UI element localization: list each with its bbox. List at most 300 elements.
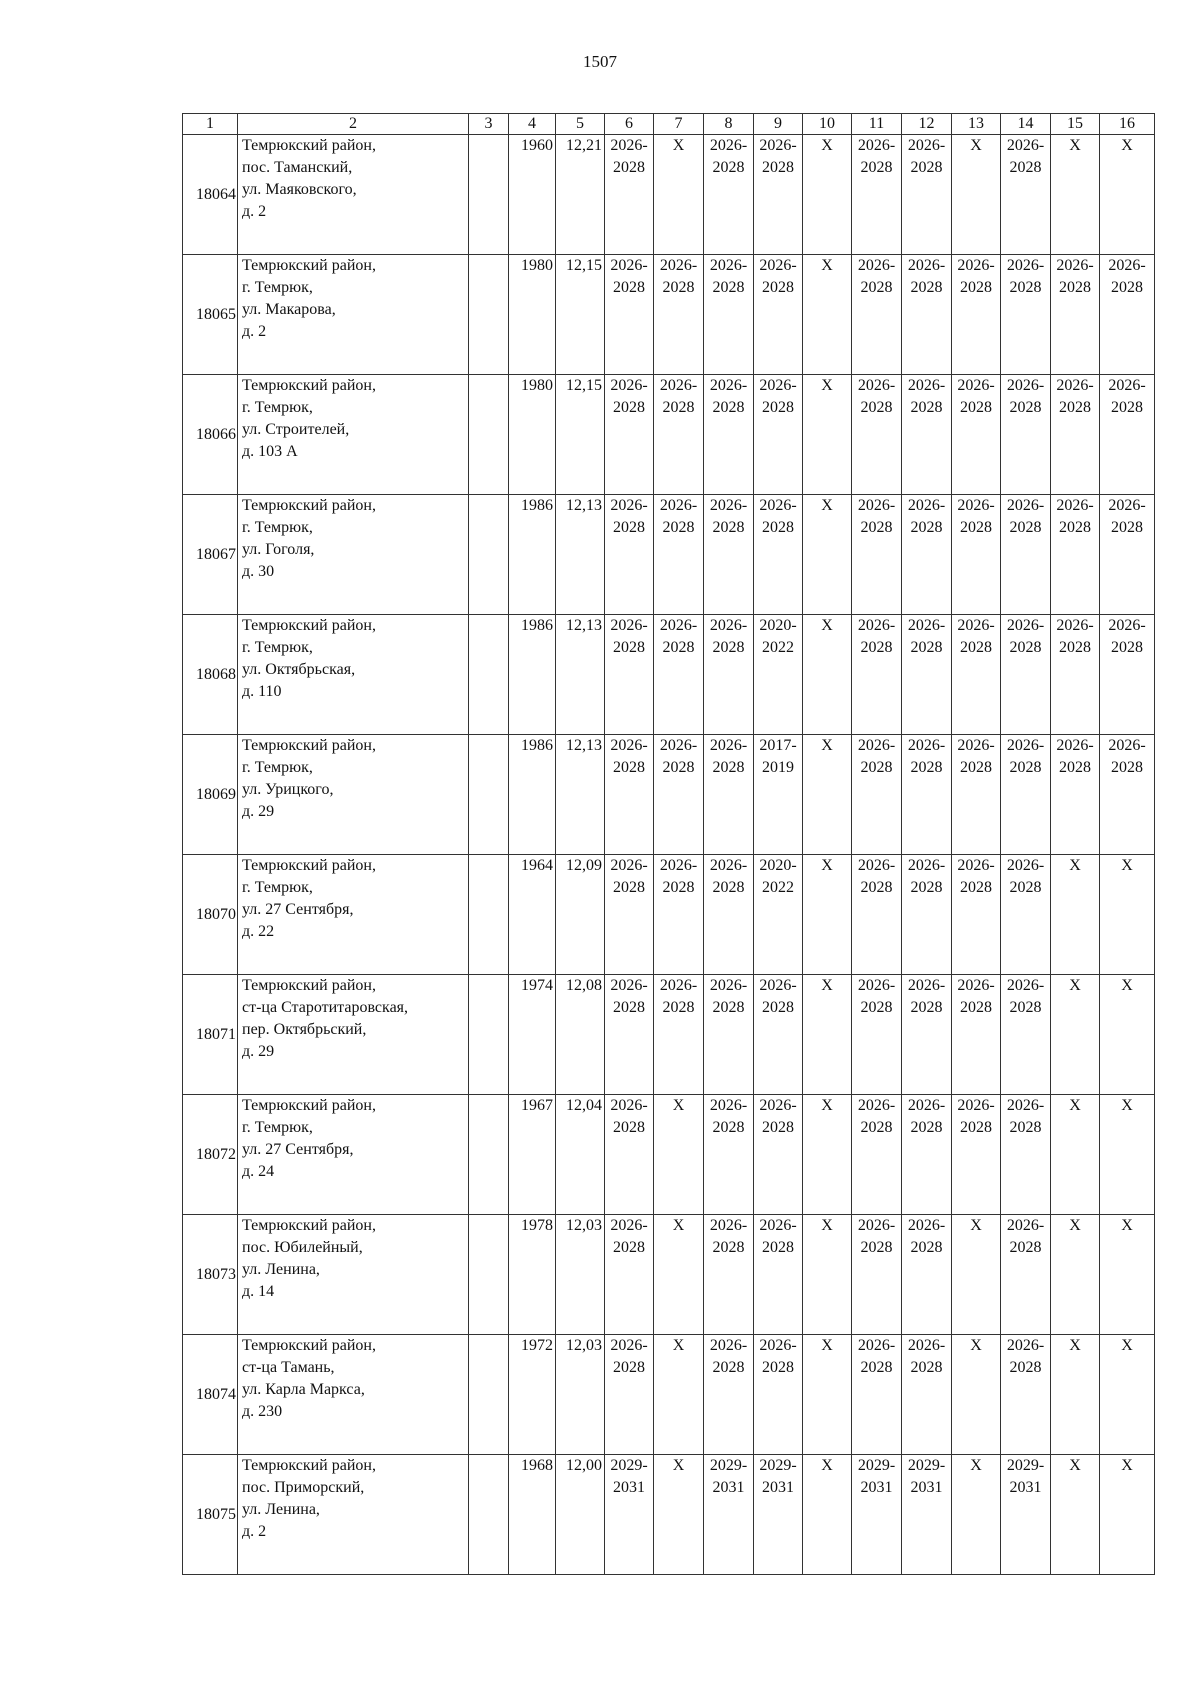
period-cell xyxy=(605,495,654,615)
year-cell: 1980 xyxy=(509,375,556,495)
period-text: 2026- xyxy=(610,497,648,514)
period-cell xyxy=(605,375,654,495)
period-text: 2026- xyxy=(709,617,748,634)
value-cell: 12,09 xyxy=(556,855,605,975)
period-text: 2020- xyxy=(759,617,797,634)
period-text: 2028 xyxy=(860,519,893,536)
period-cell xyxy=(803,975,852,1095)
header-cell: 1 xyxy=(183,114,238,135)
period-text: 2028 xyxy=(1009,639,1042,656)
record-number: 18066 xyxy=(183,375,238,495)
period-text: 2026- xyxy=(610,137,648,154)
period-text: 2028 xyxy=(712,1239,745,1256)
period-text: Х xyxy=(1069,1457,1081,1474)
address-line: ст-ца Старотитаровская, xyxy=(242,999,409,1016)
period-text: 2028 xyxy=(613,639,645,656)
period-cell xyxy=(654,255,704,375)
period-cell xyxy=(952,495,1001,615)
period-text: 2028 xyxy=(960,399,992,416)
period-text: 2028 xyxy=(1009,399,1042,416)
period-text: 2026- xyxy=(1056,377,1094,394)
period-cell xyxy=(803,135,852,255)
period-cell xyxy=(902,855,952,975)
period-text: 2026- xyxy=(759,1097,797,1114)
period-cell xyxy=(952,1335,1001,1455)
period-text: 2026- xyxy=(759,1217,797,1234)
period-text: 2028 xyxy=(762,1359,794,1376)
period-cell xyxy=(952,1455,1001,1575)
period-text: 2026- xyxy=(610,737,648,754)
address-line: Темрюкский район, xyxy=(242,377,376,394)
record-number: 18068 xyxy=(183,615,238,735)
address-cell xyxy=(238,375,469,495)
period-text: 2017- xyxy=(759,737,797,754)
address-line: Темрюкский район, xyxy=(242,1337,376,1354)
period-cell xyxy=(803,255,852,375)
period-text: 2026- xyxy=(709,377,748,394)
period-cell xyxy=(654,1095,704,1215)
period-text: 2028 xyxy=(860,1119,893,1136)
period-text: 2028 xyxy=(613,759,645,776)
period-cell xyxy=(704,1215,754,1335)
period-text: 2028 xyxy=(960,519,992,536)
period-cell xyxy=(1100,975,1155,1095)
address-line: ул. Гоголя, xyxy=(242,541,315,558)
header-cell: 16 xyxy=(1100,114,1155,135)
period-text: 2028 xyxy=(910,879,943,896)
period-text: 2028 xyxy=(762,279,794,296)
address-cell xyxy=(238,1215,469,1335)
table-row xyxy=(183,135,1155,255)
period-text: Х xyxy=(821,377,833,394)
address-line: пос. Юбилейный, xyxy=(242,1239,363,1256)
period-cell xyxy=(654,1215,704,1335)
address-line: г. Темрюк, xyxy=(242,399,313,416)
period-cell xyxy=(654,375,704,495)
address-line: г. Темрюк, xyxy=(242,279,313,296)
period-cell xyxy=(852,135,902,255)
period-text: Х xyxy=(672,137,685,154)
period-text: 2029- xyxy=(907,1457,946,1474)
address-line: д. 2 xyxy=(242,1523,267,1540)
period-cell xyxy=(803,495,852,615)
column-3-cell xyxy=(469,855,509,975)
period-text: 2026- xyxy=(610,257,648,274)
year-cell: 1968 xyxy=(509,1455,556,1575)
period-text: Х xyxy=(1121,1457,1133,1474)
period-cell xyxy=(605,1455,654,1575)
period-text: Х xyxy=(1121,1097,1133,1114)
period-cell xyxy=(704,615,754,735)
column-3-cell xyxy=(469,375,509,495)
period-text: Х xyxy=(821,1337,833,1354)
period-text: 2026- xyxy=(957,1097,995,1114)
address-cell xyxy=(238,1455,469,1575)
period-text: 2028 xyxy=(613,999,645,1016)
record-number: 18064 xyxy=(183,135,238,255)
period-text: 2028 xyxy=(712,759,745,776)
period-cell xyxy=(704,1455,754,1575)
period-text: Х xyxy=(1069,977,1081,994)
housing-register-table xyxy=(182,113,1155,1575)
period-text: 2026- xyxy=(857,617,896,634)
period-cell xyxy=(1100,1095,1155,1215)
year-cell: 1978 xyxy=(509,1215,556,1335)
period-text: 2029- xyxy=(759,1457,797,1474)
address-line: ул. Макарова, xyxy=(242,301,336,318)
period-cell xyxy=(952,1095,1001,1215)
period-text: 2026- xyxy=(907,1217,946,1234)
column-3-cell xyxy=(469,255,509,375)
address-line: ул. Октябрьская, xyxy=(242,661,356,678)
period-text: 2028 xyxy=(662,519,695,536)
period-cell xyxy=(1001,855,1051,975)
value-cell: 12,04 xyxy=(556,1095,605,1215)
column-3-cell xyxy=(469,1335,509,1455)
year-cell: 1972 xyxy=(509,1335,556,1455)
period-cell xyxy=(852,1215,902,1335)
period-text: 2026- xyxy=(857,497,896,514)
header-cell: 3 xyxy=(469,114,509,135)
table-row xyxy=(183,1335,1155,1455)
period-text: 2028 xyxy=(960,879,992,896)
address-line: д. 103 А xyxy=(242,443,298,460)
header-cell: 8 xyxy=(704,114,754,135)
period-cell xyxy=(1051,375,1100,495)
column-3-cell xyxy=(469,1455,509,1575)
period-text: 2026- xyxy=(1006,977,1045,994)
period-cell xyxy=(902,1095,952,1215)
period-cell xyxy=(803,855,852,975)
period-text: 2028 xyxy=(910,1239,943,1256)
period-cell xyxy=(704,375,754,495)
address-cell xyxy=(238,735,469,855)
period-cell xyxy=(605,135,654,255)
period-text: 2026- xyxy=(857,977,896,994)
address-cell xyxy=(238,855,469,975)
table-row xyxy=(183,975,1155,1095)
period-cell xyxy=(852,255,902,375)
period-text: 2026- xyxy=(610,1097,648,1114)
period-cell xyxy=(1001,135,1051,255)
period-text: 2026- xyxy=(610,1217,648,1234)
period-text: 2028 xyxy=(860,279,893,296)
period-text: 2026- xyxy=(857,1097,896,1114)
period-text: 2026- xyxy=(857,737,896,754)
value-cell: 12,08 xyxy=(556,975,605,1095)
record-number: 18065 xyxy=(183,255,238,375)
period-text: 2031 xyxy=(910,1479,943,1496)
period-text: 2028 xyxy=(910,1119,943,1136)
period-text: 2026- xyxy=(1056,497,1094,514)
period-cell xyxy=(1100,1455,1155,1575)
period-text: 2026- xyxy=(659,377,698,394)
year-cell: 1967 xyxy=(509,1095,556,1215)
period-text: 2028 xyxy=(1009,279,1042,296)
period-text: 2028 xyxy=(762,1119,794,1136)
period-cell xyxy=(654,1455,704,1575)
period-text: 2026- xyxy=(1108,737,1146,754)
period-text: 2028 xyxy=(1009,519,1042,536)
period-text: 2026- xyxy=(957,977,995,994)
address-line: ул. 27 Сентября, xyxy=(242,901,354,918)
period-text: 2026- xyxy=(709,257,748,274)
address-line: д. 110 xyxy=(242,683,282,700)
period-text: 2028 xyxy=(762,519,794,536)
period-cell xyxy=(852,975,902,1095)
address-cell xyxy=(238,975,469,1095)
period-text: 2026- xyxy=(1108,377,1146,394)
value-cell: 12,15 xyxy=(556,375,605,495)
period-text: 2026- xyxy=(659,617,698,634)
period-cell xyxy=(902,1455,952,1575)
period-text: Х xyxy=(821,257,833,274)
period-cell xyxy=(704,1095,754,1215)
period-text: 2028 xyxy=(910,1359,943,1376)
period-cell xyxy=(803,375,852,495)
period-text: 2026- xyxy=(907,857,946,874)
period-text: 2026- xyxy=(857,1337,896,1354)
period-text: 2031 xyxy=(712,1479,745,1496)
table-row xyxy=(183,1095,1155,1215)
period-cell xyxy=(803,1215,852,1335)
address-line: г. Темрюк, xyxy=(242,759,313,776)
period-text: 2026- xyxy=(610,977,648,994)
period-cell xyxy=(605,855,654,975)
period-text: 2026- xyxy=(759,1337,797,1354)
period-cell xyxy=(754,1335,803,1455)
period-text: 2028 xyxy=(762,399,794,416)
header-cell: 2 xyxy=(238,114,469,135)
period-text: 2026- xyxy=(1056,257,1094,274)
period-cell xyxy=(803,1095,852,1215)
period-cell xyxy=(852,1455,902,1575)
period-text: 2026- xyxy=(907,377,946,394)
table-row xyxy=(183,375,1155,495)
period-cell xyxy=(952,255,1001,375)
period-cell xyxy=(1100,1215,1155,1335)
period-text: 2028 xyxy=(910,159,943,176)
period-cell xyxy=(1100,135,1155,255)
period-text: 2028 xyxy=(960,279,992,296)
period-cell xyxy=(852,615,902,735)
record-number: 18069 xyxy=(183,735,238,855)
period-text: 2026- xyxy=(610,857,648,874)
period-cell xyxy=(754,1215,803,1335)
header-cell: 12 xyxy=(902,114,952,135)
period-text: 2028 xyxy=(1059,519,1091,536)
period-cell xyxy=(1001,1215,1051,1335)
period-cell xyxy=(803,1455,852,1575)
period-text: 2026- xyxy=(907,977,946,994)
header-cell: 10 xyxy=(803,114,852,135)
period-cell xyxy=(1051,1455,1100,1575)
period-text: Х xyxy=(970,1337,982,1354)
period-text: 2028 xyxy=(613,519,645,536)
header-cell: 14 xyxy=(1001,114,1051,135)
period-text: 2028 xyxy=(910,639,943,656)
period-text: 2028 xyxy=(860,399,893,416)
value-cell: 12,13 xyxy=(556,735,605,855)
address-line: д. 2 xyxy=(242,323,267,340)
period-text: Х xyxy=(821,977,833,994)
header-cell: 5 xyxy=(556,114,605,135)
period-text: 2026- xyxy=(957,737,995,754)
address-line: д. 29 xyxy=(242,803,275,820)
address-line: Темрюкский район, xyxy=(242,857,376,874)
column-3-cell xyxy=(469,735,509,855)
period-cell xyxy=(1001,975,1051,1095)
period-text: 2026- xyxy=(1006,137,1045,154)
period-cell xyxy=(952,975,1001,1095)
period-cell xyxy=(1001,1455,1051,1575)
period-text: 2026- xyxy=(857,857,896,874)
period-cell xyxy=(754,975,803,1095)
period-text: 2026- xyxy=(709,857,748,874)
period-cell xyxy=(754,495,803,615)
period-text: Х xyxy=(1121,1337,1133,1354)
period-cell xyxy=(605,975,654,1095)
column-3-cell xyxy=(469,615,509,735)
period-cell xyxy=(952,615,1001,735)
period-text: 2026- xyxy=(1056,617,1094,634)
period-text: 2026- xyxy=(1108,497,1146,514)
address-line: ул. Карла Маркса, xyxy=(242,1381,365,1398)
period-text: 2026- xyxy=(957,857,995,874)
period-text: 2026- xyxy=(1006,1097,1045,1114)
period-cell xyxy=(902,255,952,375)
period-cell xyxy=(754,1095,803,1215)
period-cell xyxy=(704,975,754,1095)
year-cell: 1986 xyxy=(509,495,556,615)
period-text: Х xyxy=(970,1217,982,1234)
period-text: 2026- xyxy=(1108,257,1146,274)
period-text: 2028 xyxy=(910,759,943,776)
period-text: 2028 xyxy=(712,1119,745,1136)
address-line: Темрюкский район, xyxy=(242,617,376,634)
period-cell xyxy=(952,135,1001,255)
period-text: 2026- xyxy=(759,377,797,394)
period-text: 2028 xyxy=(910,999,943,1016)
period-cell xyxy=(654,735,704,855)
period-cell xyxy=(704,855,754,975)
period-cell xyxy=(704,495,754,615)
value-cell: 12,21 xyxy=(556,135,605,255)
period-cell xyxy=(1051,1095,1100,1215)
period-text: 2028 xyxy=(960,999,992,1016)
period-text: 2026- xyxy=(957,257,995,274)
address-cell xyxy=(238,495,469,615)
period-cell xyxy=(754,735,803,855)
year-cell: 1960 xyxy=(509,135,556,255)
header-cell: 4 xyxy=(509,114,556,135)
period-cell xyxy=(1001,495,1051,615)
record-number: 18074 xyxy=(183,1335,238,1455)
period-cell xyxy=(1051,135,1100,255)
period-text: Х xyxy=(1121,977,1133,994)
address-line: пос. Приморский, xyxy=(242,1479,365,1496)
period-text: 2026- xyxy=(709,497,748,514)
address-line: ст-ца Тамань, xyxy=(242,1359,335,1376)
period-text: 2028 xyxy=(1111,759,1143,776)
year-cell: 1974 xyxy=(509,975,556,1095)
period-cell xyxy=(654,615,704,735)
period-cell xyxy=(605,1215,654,1335)
period-text: 2031 xyxy=(762,1479,794,1496)
period-text: 2026- xyxy=(1006,257,1045,274)
address-cell xyxy=(238,135,469,255)
value-cell: 12,03 xyxy=(556,1215,605,1335)
period-text: Х xyxy=(821,1097,833,1114)
period-text: 2031 xyxy=(860,1479,893,1496)
address-line: ул. Ленина, xyxy=(242,1501,320,1518)
period-cell xyxy=(902,375,952,495)
period-text: 2026- xyxy=(1056,737,1094,754)
period-text: 2028 xyxy=(762,159,794,176)
address-line: д. 30 xyxy=(242,563,275,580)
period-text: 2026- xyxy=(857,1217,896,1234)
period-text: 2028 xyxy=(662,999,695,1016)
period-text: 2028 xyxy=(712,1359,745,1376)
table-row xyxy=(183,495,1155,615)
period-text: 2028 xyxy=(662,639,695,656)
period-cell xyxy=(852,1335,902,1455)
period-text: 2026- xyxy=(759,977,797,994)
period-cell xyxy=(852,375,902,495)
period-text: 2028 xyxy=(712,159,745,176)
period-text: 2026- xyxy=(907,497,946,514)
period-text: Х xyxy=(821,857,833,874)
period-text: 2028 xyxy=(1009,1359,1042,1376)
period-text: 2028 xyxy=(960,639,992,656)
period-text: 2028 xyxy=(1009,879,1042,896)
address-line: д. 14 xyxy=(242,1283,275,1300)
period-text: Х xyxy=(672,1097,685,1114)
period-text: 2028 xyxy=(613,1239,645,1256)
year-cell: 1986 xyxy=(509,615,556,735)
period-cell xyxy=(654,495,704,615)
record-number: 18070 xyxy=(183,855,238,975)
address-line: Темрюкский район, xyxy=(242,977,376,994)
period-text: 2026- xyxy=(709,977,748,994)
period-text: 2028 xyxy=(910,519,943,536)
period-cell xyxy=(1001,375,1051,495)
address-line: д. 230 xyxy=(242,1403,283,1420)
year-cell: 1980 xyxy=(509,255,556,375)
period-text: Х xyxy=(672,1217,685,1234)
period-text: 2026- xyxy=(907,1337,946,1354)
year-cell: 1964 xyxy=(509,855,556,975)
header-cell: 13 xyxy=(952,114,1001,135)
period-text: Х xyxy=(821,737,833,754)
period-cell xyxy=(1001,255,1051,375)
period-text: 2028 xyxy=(613,279,645,296)
period-cell xyxy=(754,375,803,495)
column-3-cell xyxy=(469,135,509,255)
period-cell xyxy=(852,735,902,855)
period-text: 2031 xyxy=(613,1479,645,1496)
year-cell: 1986 xyxy=(509,735,556,855)
column-3-cell xyxy=(469,495,509,615)
period-text: 2028 xyxy=(613,879,645,896)
record-number: 18075 xyxy=(183,1455,238,1575)
period-cell xyxy=(1051,495,1100,615)
period-text: 2028 xyxy=(712,399,745,416)
period-cell xyxy=(952,1215,1001,1335)
address-line: пер. Октябрьский, xyxy=(242,1021,367,1038)
header-cell: 11 xyxy=(852,114,902,135)
address-cell xyxy=(238,615,469,735)
